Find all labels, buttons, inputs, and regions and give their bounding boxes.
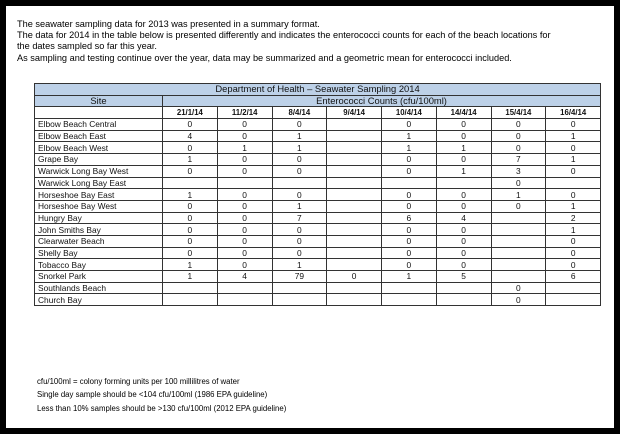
count-cell: 1 (272, 130, 327, 142)
count-cell (491, 224, 546, 236)
site-name-cell: Grape Bay (35, 154, 163, 166)
count-cell (217, 294, 272, 306)
count-cell: 0 (272, 119, 327, 131)
count-cell: 0 (163, 142, 218, 154)
site-name-cell: Hungry Bay (35, 212, 163, 224)
count-cell: 1 (382, 130, 437, 142)
count-cell (327, 130, 382, 142)
count-cell: 0 (163, 200, 218, 212)
count-cell: 0 (217, 154, 272, 166)
count-cell: 1 (436, 142, 491, 154)
count-cell: 1 (272, 259, 327, 271)
count-cell (382, 294, 437, 306)
count-cell: 0 (217, 259, 272, 271)
table-row (35, 119, 601, 131)
count-cell: 0 (491, 200, 546, 212)
sampling-table (34, 83, 601, 306)
count-cell: 0 (491, 294, 546, 306)
count-cell: 1 (382, 271, 437, 283)
count-cell: 0 (382, 200, 437, 212)
site-name-cell: Southlands Beach (35, 282, 163, 294)
count-cell: 0 (436, 200, 491, 212)
count-cell: 0 (436, 259, 491, 271)
count-cell: 0 (491, 130, 546, 142)
count-cell: 1 (217, 142, 272, 154)
count-cell: 1 (272, 142, 327, 154)
count-cell (382, 282, 437, 294)
count-cell: 1 (436, 165, 491, 177)
blank-header-cell (35, 107, 163, 119)
count-cell (327, 142, 382, 154)
intro-line: The seawater sampling data for 2013 was presented in a summary format. (17, 19, 320, 29)
date-header: 21/1/14 (163, 107, 218, 119)
count-cell (546, 177, 601, 189)
count-cell (327, 119, 382, 131)
table-row (35, 224, 601, 236)
count-cell: 1 (546, 154, 601, 166)
intro-line: As sampling and testing continue over the year, data may be summarized and a geometric mean for enterococci included. (17, 52, 512, 63)
count-cell: 2 (546, 212, 601, 224)
site-name-cell: Church Bay (35, 294, 163, 306)
table-row (35, 212, 601, 224)
site-name-cell: Warwick Long Bay East (35, 177, 163, 189)
count-cell (327, 177, 382, 189)
count-cell (436, 177, 491, 189)
count-cell: 0 (436, 119, 491, 131)
table-row (35, 130, 601, 142)
count-cell: 0 (163, 235, 218, 247)
count-cell (546, 282, 601, 294)
site-name-cell: Warwick Long Bay West (35, 165, 163, 177)
count-cell: 0 (436, 154, 491, 166)
count-cell: 0 (491, 119, 546, 131)
count-cell: 1 (546, 200, 601, 212)
count-cell: 1 (382, 142, 437, 154)
date-header-row (35, 107, 601, 119)
footnote: cfu/100ml = colony forming units per 100 millilitres of water (37, 377, 240, 386)
date-header: 15/4/14 (491, 107, 546, 119)
table-row (35, 154, 601, 166)
count-cell (327, 200, 382, 212)
count-cell: 0 (546, 119, 601, 131)
date-header: 10/4/14 (382, 107, 437, 119)
count-cell: 0 (217, 165, 272, 177)
site-header: Site (35, 95, 163, 107)
count-cell: 0 (382, 235, 437, 247)
count-cell (327, 212, 382, 224)
count-cell (491, 259, 546, 271)
count-cell: 4 (217, 271, 272, 283)
date-header: 9/4/14 (327, 107, 382, 119)
count-cell: 0 (546, 235, 601, 247)
count-cell: 1 (163, 259, 218, 271)
count-cell: 6 (382, 212, 437, 224)
count-cell: 0 (546, 247, 601, 259)
count-cell: 0 (163, 119, 218, 131)
count-cell: 0 (327, 271, 382, 283)
count-cell: 0 (163, 224, 218, 236)
table-row (35, 189, 601, 201)
count-cell (272, 282, 327, 294)
count-cell: 7 (491, 154, 546, 166)
count-cell: 0 (436, 235, 491, 247)
count-cell: 0 (217, 130, 272, 142)
table-row (35, 200, 601, 212)
count-cell: 0 (382, 154, 437, 166)
count-cell: 1 (163, 154, 218, 166)
count-cell: 0 (382, 224, 437, 236)
count-cell: 0 (382, 189, 437, 201)
count-cell: 0 (272, 154, 327, 166)
count-cell: 5 (436, 271, 491, 283)
count-cell: 0 (217, 189, 272, 201)
count-cell: 0 (272, 247, 327, 259)
count-cell: 0 (217, 200, 272, 212)
count-cell: 0 (217, 224, 272, 236)
table-body (35, 119, 601, 306)
table-row (35, 177, 601, 189)
document-sheet (6, 6, 614, 428)
count-cell (327, 224, 382, 236)
table-row (35, 271, 601, 283)
count-cell: 4 (436, 212, 491, 224)
count-cell: 0 (436, 130, 491, 142)
count-cell: 0 (272, 235, 327, 247)
count-cell (491, 212, 546, 224)
count-cell: 0 (272, 189, 327, 201)
count-cell: 1 (272, 200, 327, 212)
count-cell: 1 (163, 189, 218, 201)
table-row (35, 165, 601, 177)
count-cell: 0 (546, 165, 601, 177)
count-cell: 0 (491, 282, 546, 294)
count-cell: 0 (272, 165, 327, 177)
site-name-cell: Tobacco Bay (35, 259, 163, 271)
intro-text (17, 19, 607, 64)
count-cell (327, 247, 382, 259)
count-cell (217, 282, 272, 294)
count-cell (217, 177, 272, 189)
count-cell: 0 (436, 247, 491, 259)
count-cell: 0 (272, 224, 327, 236)
count-cell: 0 (382, 247, 437, 259)
date-header: 16/4/14 (546, 107, 601, 119)
count-cell (327, 235, 382, 247)
count-cell (491, 271, 546, 283)
table-row (35, 294, 601, 306)
count-cell: 0 (163, 165, 218, 177)
footnote: Single day sample should be <104 cfu/100ml (1986 EPA guideline) (37, 390, 268, 400)
table-title: Department of Health – Seawater Sampling 2014 (35, 84, 601, 96)
count-cell: 4 (163, 130, 218, 142)
count-cell: 0 (546, 189, 601, 201)
count-cell (327, 165, 382, 177)
site-name-cell: Shelly Bay (35, 247, 163, 259)
count-cell: 0 (491, 142, 546, 154)
count-cell: 0 (217, 247, 272, 259)
count-cell: 1 (546, 130, 601, 142)
site-name-cell: John Smiths Bay (35, 224, 163, 236)
intro-line: the dates sampled so far this year. (17, 41, 157, 52)
footnote: Less than 10% samples should be >130 cfu/100ml (2012 EPA guideline) (37, 403, 287, 413)
table-row (35, 259, 601, 271)
count-cell (272, 294, 327, 306)
count-cell: 0 (217, 119, 272, 131)
count-cell (163, 177, 218, 189)
count-cell: 0 (217, 212, 272, 224)
count-cell: 7 (272, 212, 327, 224)
intro-line: The data for 2014 in the table below is presented differently and indicates the enterococci counts for each of the beach locations for (17, 30, 551, 41)
count-cell: 0 (436, 189, 491, 201)
count-cell: 0 (436, 224, 491, 236)
count-cell: 0 (546, 259, 601, 271)
counts-header: Enterococci Counts (cfu/100ml) (163, 95, 601, 107)
date-header: 11/2/14 (217, 107, 272, 119)
site-name-cell: Clearwater Beach (35, 235, 163, 247)
count-cell: 0 (382, 259, 437, 271)
count-cell: 79 (272, 271, 327, 283)
count-cell (491, 235, 546, 247)
count-cell (327, 282, 382, 294)
count-cell: 0 (546, 142, 601, 154)
count-cell (436, 294, 491, 306)
site-name-cell: Elbow Beach Central (35, 119, 163, 131)
count-cell: 1 (163, 271, 218, 283)
count-cell: 0 (491, 177, 546, 189)
site-name-cell: Elbow Beach West (35, 142, 163, 154)
table-row (35, 142, 601, 154)
count-cell (272, 177, 327, 189)
count-cell (327, 189, 382, 201)
count-cell (327, 294, 382, 306)
count-cell (436, 282, 491, 294)
count-cell: 6 (546, 271, 601, 283)
site-name-cell: Horseshoe Bay East (35, 189, 163, 201)
footnotes (37, 375, 597, 415)
count-cell (546, 294, 601, 306)
count-cell (491, 247, 546, 259)
site-name-cell: Horseshoe Bay West (35, 200, 163, 212)
count-cell: 0 (163, 212, 218, 224)
count-cell: 0 (382, 165, 437, 177)
count-cell: 1 (546, 224, 601, 236)
table-row (35, 235, 601, 247)
count-cell: 0 (217, 235, 272, 247)
count-cell (327, 154, 382, 166)
table-row (35, 282, 601, 294)
count-cell (382, 177, 437, 189)
date-header: 8/4/14 (272, 107, 327, 119)
site-name-cell: Snorkel Park (35, 271, 163, 283)
table-row (35, 247, 601, 259)
count-cell: 1 (491, 189, 546, 201)
date-header: 14/4/14 (436, 107, 491, 119)
count-cell (163, 294, 218, 306)
count-cell: 0 (163, 247, 218, 259)
count-cell: 0 (382, 119, 437, 131)
count-cell (327, 259, 382, 271)
count-cell: 3 (491, 165, 546, 177)
site-name-cell: Elbow Beach East (35, 130, 163, 142)
count-cell (163, 282, 218, 294)
